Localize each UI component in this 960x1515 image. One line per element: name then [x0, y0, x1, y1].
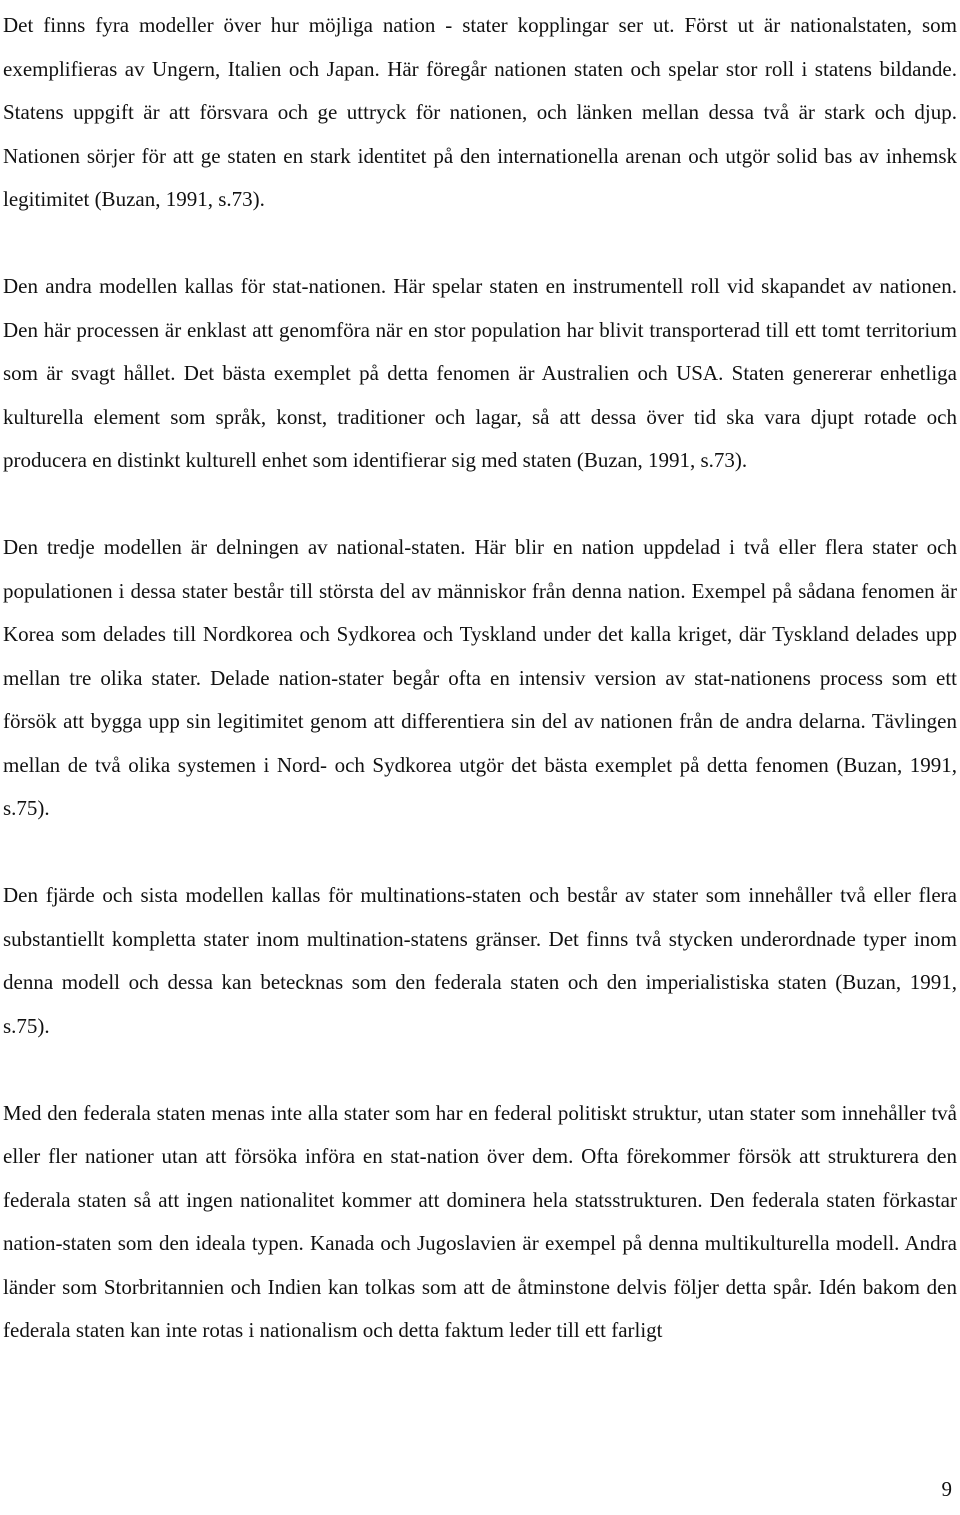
paragraph-nation-state-models: Det finns fyra modeller över hur möjliga nation - stater kopplingar ser ut. Först ut är nationalstaten, som exemplifieras av Ungern, Italien och Japan. Här föregår nationen staten och spelar stor roll i statens bildande. Statens uppgift är att försvara och ge uttryck för nationen, och länken mellan dessa två är stark och djup. Nationen sörjer för att ge staten en stark identitet på den internationella arenan och utgör solid bas av inhemsk legitimitet (Buzan, 1991, s.73).	[3, 13, 957, 211]
paragraph-part-nation-state: Den tredje modellen är delningen av national-staten. Här blir en nation uppdelad i två eller flera stater och populationen i dessa stater består till största del av människor från denna nation. Exempel på sådana fenomen är Korea som delades till Nordkorea och Sydkorea och Tyskland under det kalla kriget, där Tyskland delades upp mellan tre olika stater. Delade nation-stater begår ofta en intensiv version av stat-nationens process som ett försök att bygga upp sin legitimitet genom att differentiera sin del av nationen från de andra delarna. Tävlingen mellan de två olika systemen i Nord- och Sydkorea utgör det bästa exemplet på detta fenomen (Buzan, 1991, s.75).	[3, 535, 957, 820]
paragraph-federal-state: Med den federala staten menas inte alla stater som har en federal politiskt struktur, utan stater som innehåller två eller fler nationer utan att försöka införa en stat-nation över dem. Ofta förekommer försök att strukturera den federala staten så att ingen nationalitet kommer att dominera hela statsstrukturen. Den federala staten förkastar nation-staten som den ideala typen. Kanada och Jugoslavien är exempel på denna multikulturella modell. Andra länder som Storbritannien och Indien kan tolkas som att de åtminstone delvis följer detta spår. Idén bakom den federala staten kan inte rotas i nationalism och detta faktum leder till ett farligt	[3, 1100, 957, 1342]
paragraph-multinational-state: Den fjärde och sista modellen kallas för multinations-staten och består av stater som innehåller två eller flera substantiellt kompletta stater inom multination-statens gränser. Det finns två stycken underordnade typer inom denna modell och dessa kan betecknas som den federala staten och den imperialistiska staten (Buzan, 1991, s.75).	[3, 883, 957, 1038]
paragraph-state-nation: Den andra modellen kallas för stat-nationen. Här spelar staten en instrumentell roll vid skapandet av nationen. Den här processen är enklast att genomföra när en stor population har blivit transporterad till ett tomt territorium som är svagt hållet. Det bästa exemplet på detta fenomen är Australien och USA. Staten genererar enhetliga kulturella element som språk, konst, traditioner och lagar, så att dessa över tid ska vara djupt rotade och producera en distinkt kulturell enhet som identifierar sig med staten (Buzan, 1991, s.73).	[3, 274, 957, 472]
page-number: 9	[941, 1477, 952, 1501]
